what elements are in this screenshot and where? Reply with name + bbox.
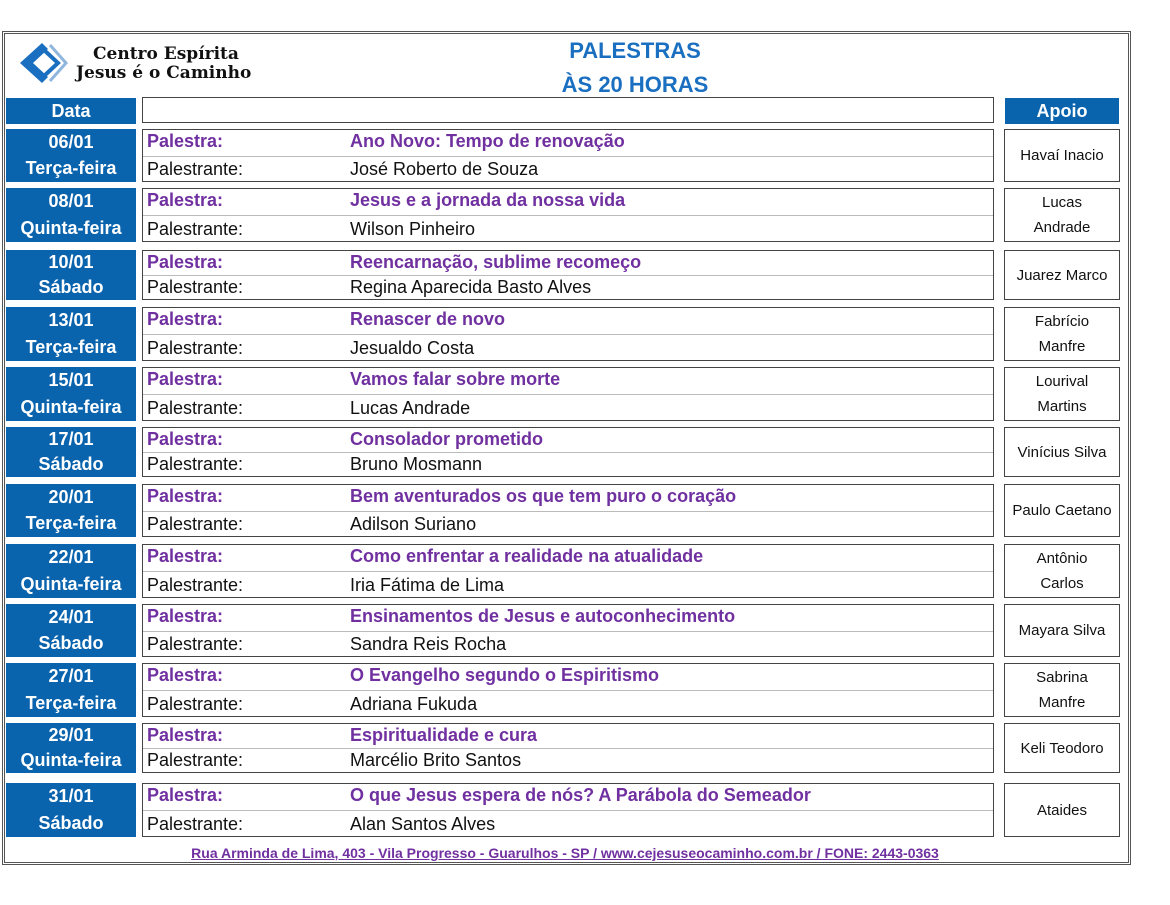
- palestrante-label: Palestrante:: [147, 219, 244, 239]
- date-cell: [6, 783, 136, 837]
- weekday-text: Sábado: [38, 454, 104, 474]
- palestrante-label: Palestrante:: [147, 277, 244, 297]
- date-cell: [6, 250, 136, 300]
- table-row: [0, 367, 1130, 421]
- page-subtitle: ÀS 20 HORAS: [561, 72, 709, 97]
- palestra-label: Palestra:: [147, 252, 224, 272]
- header-date: Data: [6, 98, 136, 124]
- palestra-label: Palestra:: [147, 131, 224, 151]
- palestra-label: Palestra:: [147, 309, 224, 329]
- weekday-text: Terça-feira: [25, 337, 117, 357]
- date-cell: [6, 129, 136, 182]
- palestra-label: Palestra:: [147, 665, 224, 685]
- speaker-name: Marcélio Brito Santos: [350, 750, 522, 770]
- header-apoio: Apoio: [1005, 98, 1119, 124]
- table-row: [0, 307, 1130, 361]
- row-divider: [143, 215, 993, 216]
- apoio-cell: [1004, 129, 1120, 182]
- date-text: 15/01: [48, 370, 94, 390]
- palestra-label: Palestra:: [147, 190, 224, 210]
- date-text: 31/01: [48, 786, 94, 806]
- speaker-name: José Roberto de Souza: [350, 159, 539, 179]
- apoio-name: Paulo Caetano: [1012, 502, 1112, 519]
- lecture-title: Bem aventurados os que tem puro o coração: [350, 486, 737, 506]
- apoio-name: Juarez Marco: [1016, 266, 1108, 284]
- table-row: [0, 544, 1130, 598]
- apoio-cell: [1004, 484, 1120, 537]
- date-text: 29/01: [48, 725, 94, 745]
- row-divider: [143, 810, 993, 811]
- apoio-cell: [1004, 427, 1120, 477]
- row-divider: [143, 334, 993, 335]
- palestra-label: Palestra:: [147, 785, 224, 805]
- row-divider: [143, 571, 993, 572]
- date-text: 27/01: [48, 666, 94, 686]
- apoio-name: Sabrina Manfre: [1036, 669, 1088, 711]
- palestrante-label: Palestrante:: [147, 575, 244, 595]
- lecture-cell: [142, 367, 994, 421]
- lecture-title: Ano Novo: Tempo de renovação: [350, 131, 625, 151]
- lecture-title: Consolador prometido: [350, 429, 543, 449]
- date-text: 08/01: [48, 191, 94, 211]
- palestrante-label: Palestrante:: [147, 338, 244, 358]
- palestrante-label: Palestrante:: [147, 634, 244, 654]
- row-divider: [143, 394, 993, 395]
- lecture-cell: [142, 723, 994, 773]
- apoio-cell: [1004, 663, 1120, 717]
- date-text: 20/01: [48, 486, 94, 507]
- speaker-name: Jesualdo Costa: [350, 338, 475, 358]
- row-divider: [143, 452, 993, 453]
- weekday-text: Terça-feira: [25, 158, 117, 179]
- palestrante-label: Palestrante:: [147, 814, 244, 834]
- lecture-title: Ensinamentos de Jesus e autoconhecimento: [350, 606, 736, 626]
- logo-text: [76, 45, 251, 83]
- apoio-name: Mayara Silva: [1018, 622, 1106, 639]
- apoio-name: Lourival Martins: [1035, 373, 1089, 415]
- palestra-label: Palestra:: [147, 486, 224, 506]
- apoio-name: Vinícius Silva: [1017, 443, 1107, 461]
- date-cell: [6, 723, 136, 773]
- date-text: 06/01: [48, 131, 94, 152]
- apoio-cell: [1004, 544, 1120, 598]
- lecture-title: O Evangelho segundo o Espiritismo: [350, 665, 660, 685]
- lecture-cell: [142, 484, 994, 537]
- date-cell: [6, 307, 136, 361]
- palestra-label: Palestra:: [147, 725, 224, 745]
- weekday-text: Quinta-feira: [20, 574, 122, 594]
- palestrante-label: Palestrante:: [147, 750, 244, 770]
- row-divider: [143, 275, 993, 276]
- palestrante-label: Palestrante:: [147, 159, 244, 179]
- weekday-text: Sábado: [38, 813, 104, 833]
- table-row: [0, 427, 1130, 477]
- weekday-text: Terça-feira: [25, 513, 117, 534]
- date-cell: [6, 663, 136, 717]
- lecture-title: Renascer de novo: [350, 309, 506, 329]
- lecture-cell: [142, 544, 994, 598]
- weekday-text: Sábado: [38, 277, 104, 297]
- row-divider: [143, 631, 993, 632]
- date-text: 17/01: [48, 429, 94, 449]
- weekday-text: Sábado: [38, 633, 104, 654]
- weekday-text: Quinta-feira: [20, 218, 122, 238]
- speaker-name: Adilson Suriano: [350, 514, 477, 534]
- date-cell: [6, 544, 136, 598]
- header-middle: [142, 97, 994, 123]
- date-text: 24/01: [48, 606, 94, 627]
- logo-line2: Jesus é o Caminho: [76, 63, 252, 83]
- apoio-name: Keli Teodoro: [1020, 739, 1104, 757]
- page-title: PALESTRAS: [569, 38, 701, 63]
- lecture-title: Espiritualidade e cura: [350, 725, 538, 745]
- palestrante-label: Palestrante:: [147, 454, 244, 474]
- speaker-name: Regina Aparecida Basto Alves: [350, 277, 592, 297]
- apoio-name: Lucas Andrade: [1033, 194, 1091, 236]
- lecture-title: Vamos falar sobre morte: [350, 369, 561, 389]
- date-cell: [6, 604, 136, 657]
- apoio-cell: [1004, 250, 1120, 300]
- row-divider: [143, 690, 993, 691]
- apoio-cell: [1004, 307, 1120, 361]
- weekday-text: Terça-feira: [25, 693, 117, 713]
- row-divider: [143, 156, 993, 157]
- lecture-title: Como enfrentar a realidade na atualidade: [350, 546, 704, 566]
- speaker-name: Alan Santos Alves: [350, 814, 496, 834]
- date-text: 22/01: [48, 547, 94, 567]
- weekday-text: Quinta-feira: [20, 750, 122, 770]
- date-text: 13/01: [48, 310, 94, 330]
- table-row: [0, 188, 1130, 242]
- weekday-text: Quinta-feira: [20, 397, 122, 417]
- date-cell: [6, 188, 136, 242]
- palestrante-label: Palestrante:: [147, 398, 244, 418]
- table-row: [0, 783, 1130, 837]
- palestra-label: Palestra:: [147, 546, 224, 566]
- date-text: 10/01: [48, 252, 94, 272]
- palestra-label: Palestra:: [147, 606, 224, 626]
- logo-line1: Centro Espírita: [93, 44, 239, 64]
- palestra-label: Palestra:: [147, 429, 224, 449]
- palestrante-label: Palestrante:: [147, 694, 244, 714]
- lecture-title: Reencarnação, sublime recomeço: [350, 252, 642, 272]
- palestra-label: Palestra:: [147, 369, 224, 389]
- apoio-cell: [1004, 188, 1120, 242]
- table-row: [0, 604, 1130, 657]
- table-row: [0, 129, 1130, 182]
- apoio-cell: [1004, 367, 1120, 421]
- table-row: [0, 663, 1130, 717]
- palestrante-label: Palestrante:: [147, 514, 244, 534]
- apoio-cell: [1004, 723, 1120, 773]
- lecture-cell: [142, 783, 994, 837]
- footer-address: Rua Arminda de Lima, 403 - Vila Progresso - Guarulhos - SP / www.cejesuseocaminho.com.br / FONE: 2443-0363: [191, 845, 939, 861]
- logo-icon: [14, 40, 70, 86]
- apoio-name: Antônio Carlos: [1036, 550, 1088, 592]
- speaker-name: Lucas Andrade: [350, 398, 471, 418]
- apoio-name: Havaí Inacio: [1020, 147, 1104, 164]
- lecture-cell: [142, 663, 994, 717]
- apoio-cell: [1004, 604, 1120, 657]
- lecture-cell: [142, 427, 994, 477]
- lecture-cell: [142, 250, 994, 300]
- speaker-name: Iria Fátima de Lima: [350, 575, 505, 595]
- date-cell: [6, 484, 136, 537]
- speaker-name: Bruno Mosmann: [350, 454, 483, 474]
- apoio-name: Fabrício Manfre: [1034, 313, 1090, 355]
- table-row: [0, 250, 1130, 300]
- speaker-name: Sandra Reis Rocha: [350, 634, 507, 654]
- lecture-cell: [142, 129, 994, 182]
- row-divider: [143, 511, 993, 512]
- speaker-name: Adriana Fukuda: [350, 694, 478, 714]
- table-row: [0, 484, 1130, 537]
- row-divider: [143, 748, 993, 749]
- logo: [14, 40, 254, 88]
- lecture-title: Jesus e a jornada da nossa vida: [350, 190, 626, 210]
- date-cell: [6, 427, 136, 477]
- lecture-cell: [142, 604, 994, 657]
- date-cell: [6, 367, 136, 421]
- speaker-name: Wilson Pinheiro: [350, 219, 476, 239]
- apoio-cell: [1004, 783, 1120, 837]
- lecture-cell: [142, 188, 994, 242]
- apoio-name: Ataides: [1036, 801, 1088, 819]
- table-row: [0, 723, 1130, 773]
- lecture-cell: [142, 307, 994, 361]
- lecture-title: O que Jesus espera de nós? A Parábola do Semeador: [350, 785, 811, 805]
